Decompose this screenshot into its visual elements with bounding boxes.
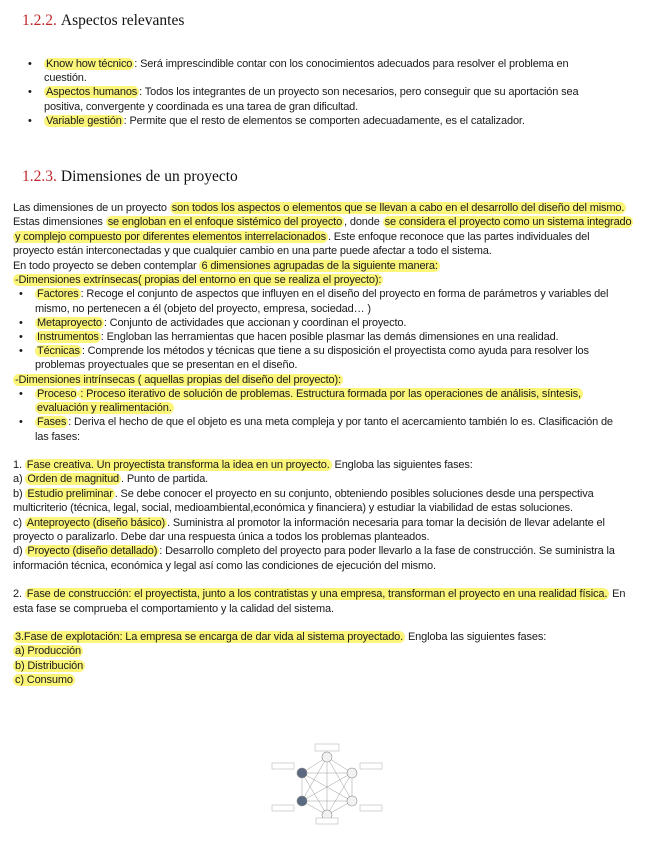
list-item: • Know how técnico : Será imprescindible contar con los conocimientos adecuados para resolver el problema en cuestión. bbox=[22, 57, 612, 85]
list-item: • Técnicas : Comprende los métodos y técnicas que tiene a su disposición el proyectista como ayuda para resolver los problemas proyectuales que se presentan en el diseño. bbox=[13, 344, 623, 372]
diagram-node bbox=[347, 768, 357, 778]
section-number: 1.2.2. bbox=[22, 12, 57, 29]
section-number: 1.2.3. bbox=[22, 168, 57, 185]
list-item: • Fases : Deriva el hecho de que el objeto es una meta compleja y por tanto el acercamiento también lo es. Clasificación de las fases: bbox=[13, 415, 623, 443]
list-item: • Metaproyecto : Conjunto de actividades que accionan y coordinan el proyecto. bbox=[13, 316, 623, 330]
section-heading-aspectos bbox=[22, 12, 184, 30]
extrinsic-heading: -Dimensiones extrínsecas( propias del entorno en que se realiza el proyecto): bbox=[15, 274, 382, 287]
list-item: • Variable gestión : Permite que el resto de elementos se comporten adecuadamente, es el catalizador. bbox=[22, 114, 612, 128]
list-item: • Proceso : Proceso iterativo de solución de problemas. Estructura formada por las operaciones de análisis, síntesis, evaluación y realimentación. bbox=[13, 387, 623, 415]
dimensions-body bbox=[13, 201, 633, 688]
intrinsic-heading: -Dimensiones intrínsecas ( aquellas propias del diseño del proyecto): bbox=[15, 373, 341, 386]
diagram-node bbox=[347, 796, 357, 806]
phase-1d: d) Proyecto (diseño detallado) : Desarrollo completo del proyecto para poder llevarlo a la fase de construcción. Se suministra la información técnica, económica y legal así como las condiciones de ejecución del mismo. bbox=[13, 545, 615, 572]
diagram-node bbox=[322, 752, 332, 762]
section-heading-dimensiones bbox=[22, 168, 238, 186]
phase-3-item: a) Producción bbox=[15, 645, 81, 658]
intrinsic-list bbox=[13, 387, 623, 444]
phase-1a: a) Orden de magnitud . Punto de partida. bbox=[13, 473, 209, 486]
phase-1: 1. Fase creativa. Un proyectista transforma la idea en un proyecto. Engloba las siguientes fases: bbox=[13, 458, 473, 471]
list-item: • Factores : Recoge el conjunto de aspectos que influyen en el diseño del proyecto en forma de parámetros y variables del mismo, no pertenecen a él (objeto del proyecto, empresa, sociedad… ) bbox=[13, 287, 623, 315]
phase-3-item: c) Consumo bbox=[15, 674, 73, 687]
phase-1b: b) Estudio preliminar . Se debe conocer el proyecto en su conjunto, obteniendo posibles soluciones desde una perspectiva multicriterio (técnica, legal, social, medioambiental,económica y financiera) y estudiar la viabilidad de estas soluciones. bbox=[13, 487, 594, 515]
term: Aspectos humanos bbox=[46, 86, 138, 99]
diagram-links bbox=[302, 757, 352, 815]
phase-3-item: b) Distribución bbox=[15, 659, 84, 672]
phase-3: 3.Fase de explotación: La empresa se encarga de dar vida al sistema proyectado. Engloba las siguientes fases: bbox=[15, 630, 547, 643]
list-item: • Aspectos humanos : Todos los integrantes de un proyecto son necesarios, pero conseguir que su aportación sea positiva, convergente y coordinada es una tarea de gran dificultad. bbox=[22, 85, 612, 113]
dimensions-network-diagram bbox=[262, 743, 392, 825]
extrinsic-list bbox=[13, 287, 623, 372]
paragraph: Las dimensiones de un proyecto son todos los aspectos o elementos que se llevan a cabo en el desarrollo del diseño del mismo. bbox=[13, 202, 625, 214]
list-item: • Instrumentos : Engloban las herramientas que hacen posible plasmar las demás dimensiones en una realidad. bbox=[13, 330, 623, 344]
section-title: Dimensiones de un proyecto bbox=[60, 168, 238, 185]
phase-1c: c) Anteproyecto (diseño básico) . Suministra al promotor la información necesaria para tomar la decisión de llevar adelante el proyecto o paralizarlo. Debe dar una respuesta única a todos los problemas planteados. bbox=[13, 516, 605, 543]
diagram-node bbox=[297, 796, 307, 806]
diagram-node bbox=[297, 768, 307, 778]
phase-2: 2. Fase de construcción: el proyectista, junto a los contratistas y una empresa, transforman el proyecto en una realidad física. En esta fase se comprueba el comportamiento y la calidad del sistema. bbox=[13, 588, 626, 615]
aspects-list bbox=[22, 57, 612, 128]
paragraph: Estas dimensiones se engloban en el enfoque sistémico del proyecto , donde se considera el proyecto como un sistema integrado y complejo compuesto por diferentes elementos interrelacionados . Este enfoque reconoce que las partes individuales del proyecto están interconectadas y que cualquier cambio en una parte puede afectar a todo el sistema. bbox=[13, 216, 632, 258]
term: Variable gestión bbox=[46, 114, 122, 127]
term: Know how técnico bbox=[46, 58, 133, 70]
section-title: Aspectos relevantes bbox=[60, 12, 185, 29]
paragraph: En todo proyecto se deben contemplar 6 dimensiones agrupadas de la siguiente manera: bbox=[13, 259, 438, 272]
